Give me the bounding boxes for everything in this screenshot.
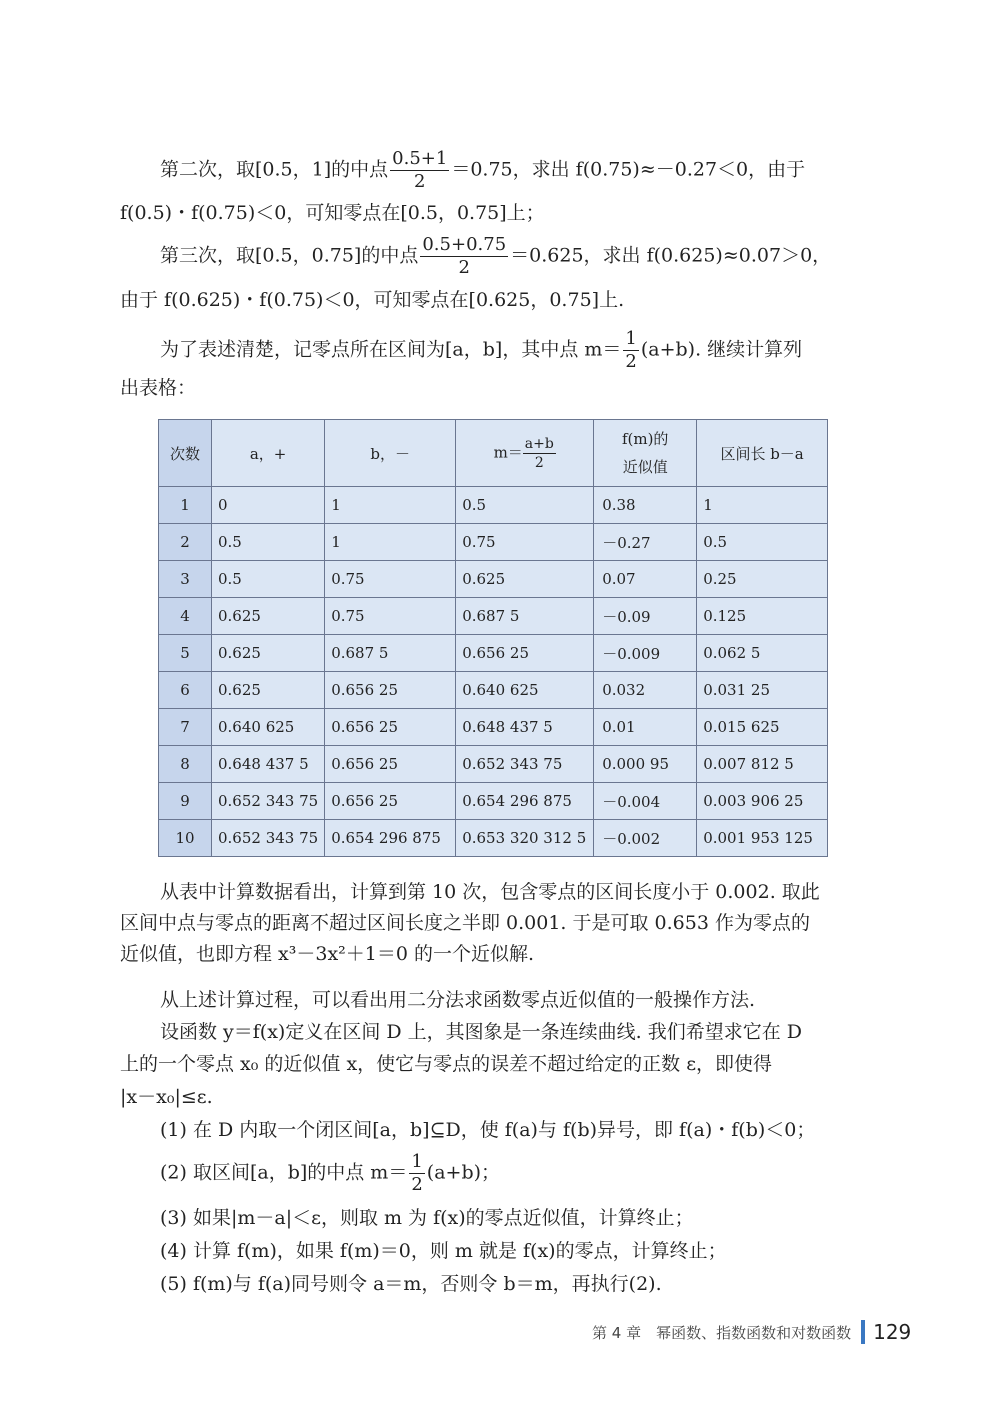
- table-cell: －0.009: [594, 635, 697, 672]
- table-cell: 0.625: [456, 561, 594, 598]
- paragraph-second-step: [160, 150, 908, 191]
- table-cell: 0.001 953 125: [697, 820, 828, 857]
- step-1: (1) 在 D 内取一个闭区间[a，b]⊆D，使 f(a)与 f(b)异号，即 f(a)・f(b)＜0；: [160, 1119, 816, 1141]
- row-index-cell: 3: [159, 561, 212, 598]
- table-row: [159, 746, 828, 783]
- table-cell: 0.687 5: [325, 635, 456, 672]
- paragraph-definition-cont2: |x－x₀|≤ε.: [120, 1086, 213, 1108]
- table-cell: 0.656 25: [325, 709, 456, 746]
- paragraph-definition: 设函数 y＝f(x)定义在区间 D 上，其图象是一条连续曲线. 我们希望求它在 D: [160, 1021, 803, 1043]
- table-cell: 0.07: [594, 561, 697, 598]
- row-index-cell: 2: [159, 524, 212, 561]
- paragraph-notation-cont: 出表格：: [120, 377, 197, 399]
- table-row: [159, 783, 828, 820]
- header-fm: f(m)的 近似值: [594, 420, 697, 487]
- text-segment: 第三次，取[0.5，0.75]的中点: [160, 244, 419, 267]
- text-segment: (a+b)；: [426, 1161, 501, 1184]
- fraction: $\frac{0.5+0.75}{2}$: [422, 234, 507, 278]
- table-cell: －0.27: [594, 524, 697, 561]
- paragraph-method-intro: 从上述计算过程，可以看出用二分法求函数零点近似值的一般操作方法.: [160, 989, 756, 1011]
- table-cell: 0.015 625: [697, 709, 828, 746]
- table-cell: 0.75: [325, 561, 456, 598]
- table-cell: －0.004: [594, 783, 697, 820]
- table-cell: 0.656 25: [456, 635, 594, 672]
- table-row: [159, 635, 828, 672]
- table-cell: 0.654 296 875: [456, 783, 594, 820]
- chapter-title: 第 4 章 幂函数、指数函数和对数函数: [592, 1323, 852, 1342]
- text-segment: ＝0.75，求出 f(0.75)≈－0.27＜0，由于: [451, 158, 806, 181]
- text-segment: 为了表述清楚，记零点所在区间为[a，b]，其中点 m＝: [160, 338, 622, 361]
- table-row: [159, 524, 828, 561]
- table-cell: 0.5: [212, 561, 325, 598]
- table-row: [159, 709, 828, 746]
- fraction: $\frac{0.5+1}{2}$: [392, 148, 448, 192]
- header-length: 区间长 b－a: [697, 420, 828, 487]
- row-index-cell: 9: [159, 783, 212, 820]
- row-index-cell: 8: [159, 746, 212, 783]
- table-cell: 0.625: [212, 598, 325, 635]
- row-index-cell: 4: [159, 598, 212, 635]
- table-cell: 0.032: [594, 672, 697, 709]
- header-a: a，+: [212, 420, 325, 487]
- step-3: (3) 如果|m－a|＜ε，则取 m 为 f(x)的零点近似值，计算终止；: [160, 1207, 694, 1229]
- table-cell: 0.656 25: [325, 746, 456, 783]
- table-cell: 0.656 25: [325, 672, 456, 709]
- table-cell: 0.000 95: [594, 746, 697, 783]
- table-cell: 0.031 25: [697, 672, 828, 709]
- table-cell: 0.640 625: [212, 709, 325, 746]
- table-cell: 0.653 320 312 5: [456, 820, 594, 857]
- table-cell: 0.062 5: [697, 635, 828, 672]
- page-footer: [592, 1320, 911, 1344]
- table-cell: －0.002: [594, 820, 697, 857]
- table-cell: 0.38: [594, 487, 697, 524]
- header-b: b，－: [325, 420, 456, 487]
- table-cell: 0.75: [325, 598, 456, 635]
- table-cell: 0.25: [697, 561, 828, 598]
- step-2: [160, 1153, 908, 1194]
- table-cell: 0.5: [456, 487, 594, 524]
- bisection-table: [158, 419, 828, 857]
- table-cell: 0.5: [697, 524, 828, 561]
- table-cell: 0.625: [212, 672, 325, 709]
- step-5: (5) f(m)与 f(a)同号则令 a＝m，否则令 b＝m，再执行(2).: [160, 1273, 662, 1295]
- table-row: [159, 598, 828, 635]
- fraction: $\frac{1}{2}$: [625, 328, 637, 372]
- table-cell: 0.01: [594, 709, 697, 746]
- row-index-cell: 5: [159, 635, 212, 672]
- paragraph-conclusion-cont1: 区间中点与零点的距离不超过区间长度之半即 0.001. 于是可取 0.653 作为零点的: [120, 912, 810, 934]
- step-4: (4) 计算 f(m)，如果 f(m)＝0，则 m 就是 f(x)的零点，计算终止；: [160, 1240, 727, 1262]
- text-segment: 第二次，取[0.5，1]的中点: [160, 158, 389, 181]
- paragraph-second-step-cont: f(0.5)・f(0.75)＜0，可知零点在[0.5，0.75]上；: [120, 202, 545, 224]
- table-cell: 0.652 343 75: [456, 746, 594, 783]
- table-cell: 0.687 5: [456, 598, 594, 635]
- table-cell: 0.003 906 25: [697, 783, 828, 820]
- row-index-cell: 1: [159, 487, 212, 524]
- text-segment: (a+b). 继续计算列: [640, 338, 803, 361]
- paragraph-third-step: [160, 236, 908, 277]
- paragraph-conclusion-cont2: 近似值，也即方程 x³－3x²＋1＝0 的一个近似解.: [120, 943, 535, 965]
- fraction: $\frac{1}{2}$: [411, 1151, 423, 1195]
- header-count: 次数: [159, 420, 212, 487]
- paragraph-conclusion: 从表中计算数据看出，计算到第 10 次，包含零点的区间长度小于 0.002. 取此: [160, 881, 820, 903]
- table-cell: 0.652 343 75: [212, 820, 325, 857]
- midpoint-fraction: $\frac{a+b}{2}$: [524, 435, 554, 471]
- table-cell: 0.125: [697, 598, 828, 635]
- page-number: 129: [873, 1320, 912, 1344]
- table-cell: －0.09: [594, 598, 697, 635]
- table-cell: 1: [325, 487, 456, 524]
- table-cell: 0.656 25: [325, 783, 456, 820]
- table-row: [159, 487, 828, 524]
- table-cell: 0.654 296 875: [325, 820, 456, 857]
- paragraph-notation: [160, 330, 908, 371]
- table-cell: 0.648 437 5: [456, 709, 594, 746]
- table-cell: 0.648 437 5: [212, 746, 325, 783]
- header-m: m＝ $\frac{a+b}{2}$: [456, 420, 594, 487]
- table-row: [159, 820, 828, 857]
- table-cell: 0.5: [212, 524, 325, 561]
- table-row: [159, 561, 828, 598]
- table-cell: 0.652 343 75: [212, 783, 325, 820]
- paragraph-third-step-cont: 由于 f(0.625)・f(0.75)＜0，可知零点在[0.625，0.75]上.: [120, 289, 625, 311]
- table-cell: 0.625: [212, 635, 325, 672]
- paragraph-definition-cont1: 上的一个零点 x₀ 的近似值 x，使它与零点的误差不超过给定的正数 ε，即使得: [120, 1053, 773, 1075]
- table-cell: 1: [697, 487, 828, 524]
- table-row: [159, 672, 828, 709]
- row-index-cell: 6: [159, 672, 212, 709]
- row-index-cell: 7: [159, 709, 212, 746]
- table-cell: 0.75: [456, 524, 594, 561]
- table-body: [159, 487, 828, 857]
- table-cell: 0: [212, 487, 325, 524]
- table-cell: 0.640 625: [456, 672, 594, 709]
- footer-divider: [861, 1320, 865, 1344]
- table-cell: 1: [325, 524, 456, 561]
- row-index-cell: 10: [159, 820, 212, 857]
- table-cell: 0.007 812 5: [697, 746, 828, 783]
- text-segment: (2) 取区间[a，b]的中点 m＝: [160, 1161, 408, 1184]
- table-header-row: [159, 420, 828, 487]
- text-segment: ＝0.625，求出 f(0.625)≈0.07＞0，: [510, 244, 832, 267]
